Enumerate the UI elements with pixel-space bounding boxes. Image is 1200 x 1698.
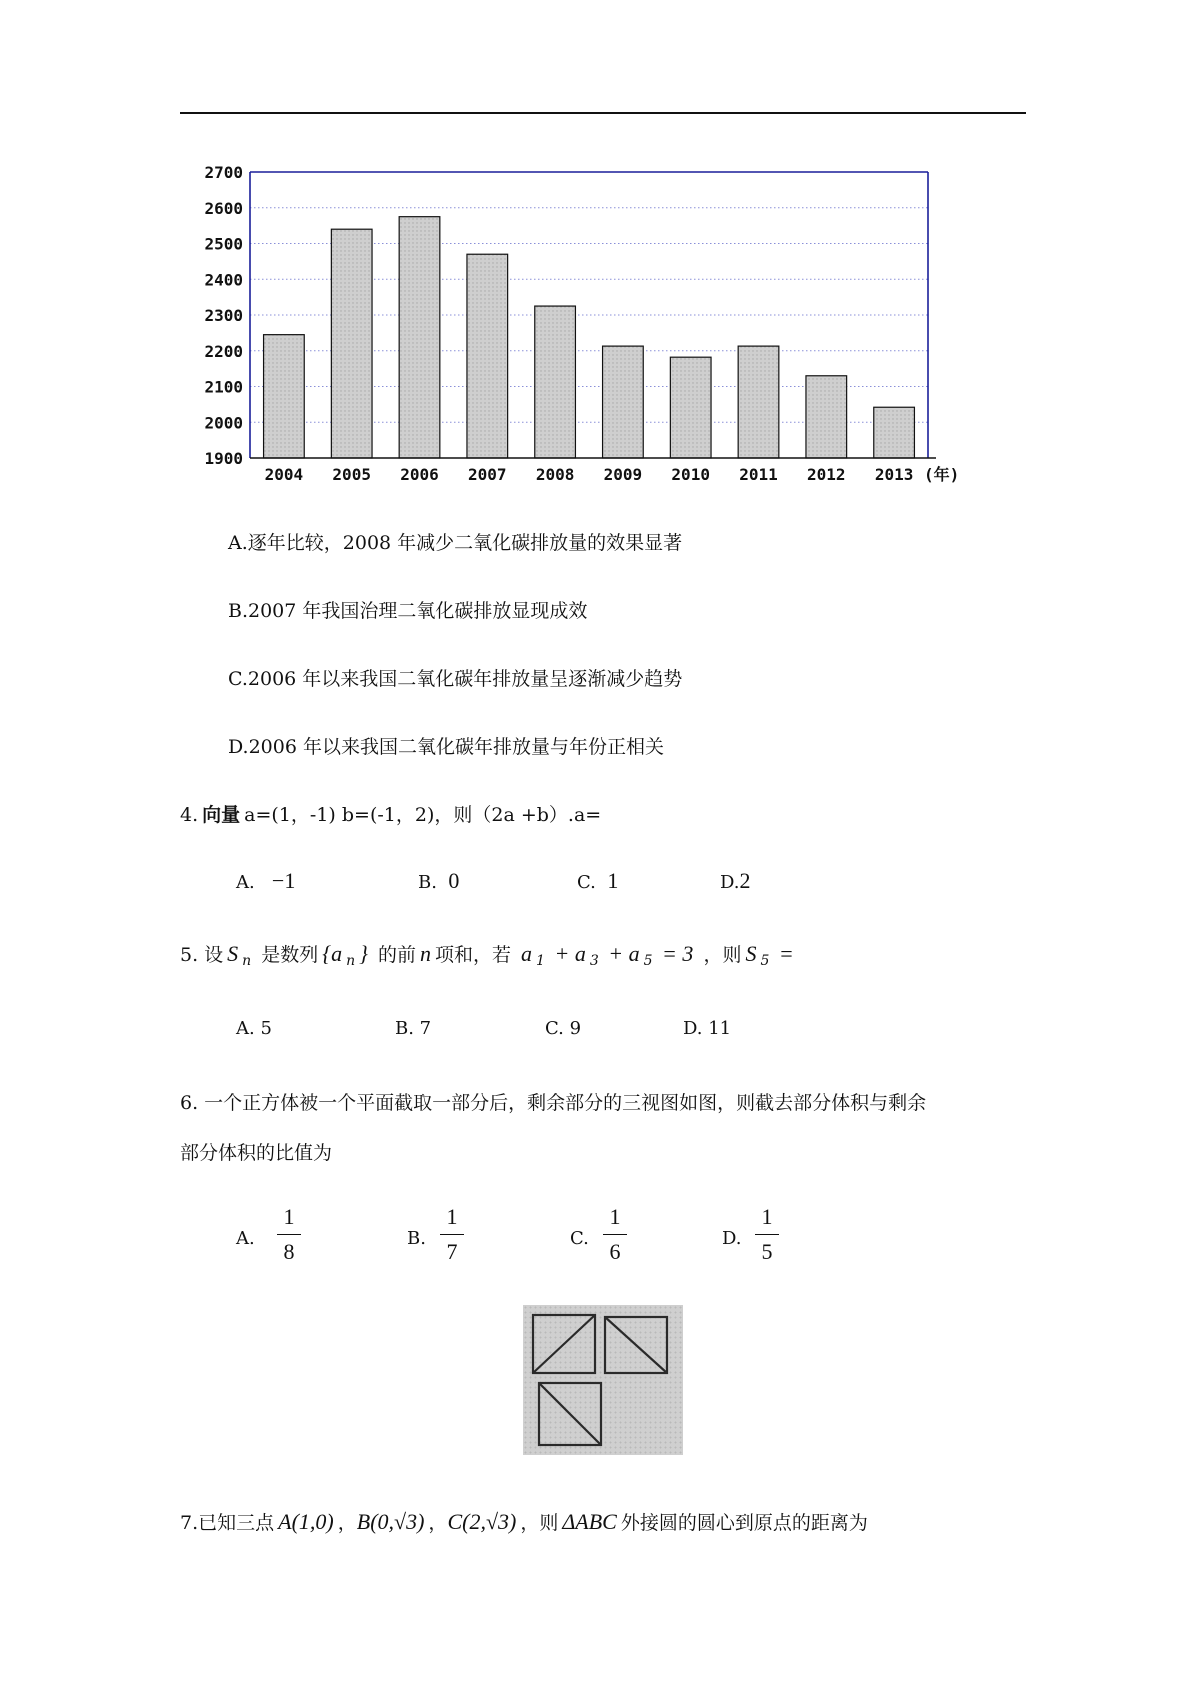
q6-fraction-a	[277, 1204, 301, 1265]
q5-a1: a	[521, 941, 533, 966]
y-tick-label-2300: 2300	[204, 306, 243, 325]
q5-sub-5: 5	[643, 953, 653, 969]
y-tick-label-2100: 2100	[204, 377, 243, 397]
q6-label-d: D.	[722, 1228, 742, 1249]
q7-point-c: C(2,√3)	[447, 1509, 517, 1534]
q6-fraction-d	[755, 1204, 779, 1265]
bar-2013	[874, 407, 915, 458]
y-tick-label-1900: 1900	[204, 449, 243, 468]
q3-option-a: A.逐年比较，2008 年减少二氧化碳排放量的效果显著	[228, 532, 683, 554]
q5-option-b: B. 7	[395, 1018, 432, 1039]
x-tick-label-2012: 2012	[807, 465, 846, 484]
q4-bold-word: 向量	[202, 804, 241, 826]
q5-option-d: D. 11	[683, 1018, 732, 1039]
q7-tail: 外接圆的圆心到原点的距离为	[620, 1512, 868, 1534]
q3-option-d: D.2006 年以来我国二氧化碳年排放量与年份正相关	[228, 736, 664, 758]
q4-value-a: −1	[271, 868, 296, 893]
q7-post: ，则	[520, 1512, 559, 1534]
q5-eq-end: =	[773, 941, 794, 966]
q6-num-b: 1	[446, 1204, 458, 1229]
q4-text: a=(1，-1) b=(-1，2)，则（2a +b）.a=	[244, 804, 602, 826]
q5-pre: 5. 设	[180, 944, 224, 966]
y-tick-label-2200: 2200	[204, 341, 243, 361]
y-tick-label-2500: 2500	[204, 234, 243, 254]
q6-label-c: C.	[570, 1228, 589, 1249]
q6-den-b: 7	[446, 1239, 458, 1264]
bar-2012	[806, 376, 847, 458]
q6-den-a: 8	[283, 1239, 295, 1264]
bar-2005	[331, 229, 372, 458]
q5-sub-3: 3	[589, 953, 599, 969]
bar-2007	[467, 254, 508, 458]
q6-den-d: 5	[761, 1239, 773, 1264]
header-rule	[180, 112, 1026, 114]
bar-2009	[603, 346, 644, 458]
q6-num-d: 1	[761, 1204, 773, 1229]
y-tick-label-2600: 2600	[204, 198, 243, 218]
q5-seq: {a	[322, 941, 343, 966]
q4-label-c: C.	[577, 872, 596, 893]
bar-2006	[399, 217, 440, 458]
side-view-diagonal	[605, 1317, 667, 1373]
three-view-figure	[523, 1305, 683, 1455]
q4-option-b	[418, 868, 459, 894]
q6-fraction-b	[440, 1204, 464, 1265]
q4-value-c: 1	[607, 868, 619, 893]
q5-sub-1: 1	[536, 953, 545, 969]
q6-line-2: 部分体积的比值为	[180, 1142, 333, 1164]
q6-label-b: B.	[407, 1228, 426, 1249]
x-tick-label-2011: 2011	[739, 465, 778, 484]
bar-2011	[738, 346, 779, 458]
q5-a3: + a	[548, 941, 586, 966]
x-tick-label-2008: 2008	[535, 465, 575, 484]
q5-text-1: 是数列	[261, 944, 319, 966]
x-tick-label-2004: 2004	[264, 465, 304, 484]
q7-point-a: A(1,0)	[278, 1509, 334, 1534]
y-tick-label-2700: 2700	[204, 163, 243, 182]
q6-num-a: 1	[283, 1204, 295, 1229]
q5-sub-five: 5	[760, 953, 770, 969]
q5-sym-s: S	[227, 941, 239, 966]
y-tick-label-2000: 2000	[204, 413, 243, 433]
co2-bar-chart	[180, 150, 960, 490]
q4-value-b: 0	[448, 868, 460, 893]
q4-number: 4.	[180, 804, 199, 826]
q4-option-c	[577, 868, 618, 894]
q5-text-4: ，则	[703, 944, 742, 966]
q4-stem	[180, 800, 605, 827]
q6-fraction-c	[603, 1204, 627, 1265]
q7-pre: 7.已知三点	[180, 1512, 275, 1534]
y-tick-label-2400: 2400	[204, 270, 243, 290]
q5-option-a: A. 5	[236, 1018, 272, 1039]
q4-label-b: B.	[418, 872, 437, 893]
q6-line-1: 6. 一个正方体被一个平面截取一部分后，剩余部分的三视图如图，则截去部分体积与剩余	[180, 1092, 927, 1114]
q3-option-b: B.2007 年我国治理二氧化碳排放显现成效	[228, 600, 588, 622]
x-tick-label-2007: 2007	[468, 465, 507, 484]
bar-2008	[535, 306, 576, 458]
q5-stem	[180, 940, 798, 969]
q5-sub-n: n	[242, 953, 252, 969]
q5-sym-s5: S	[745, 941, 757, 966]
q4-label-a: A.	[236, 872, 255, 893]
x-tick-label-2005: 2005	[332, 465, 371, 484]
q5-option-c: C. 9	[545, 1018, 582, 1039]
q4-label-d: D.	[720, 872, 740, 893]
q3-option-c: C.2006 年以来我国二氧化碳年排放量呈逐渐减少趋势	[228, 668, 683, 690]
q5-seq-sub: n	[346, 953, 356, 969]
q5-eq3: = 3	[656, 941, 694, 966]
q4-value-d: 2	[739, 868, 751, 893]
q4-option-d	[720, 868, 751, 894]
x-tick-label-2010: 2010	[671, 465, 710, 484]
bar-2010	[670, 357, 711, 458]
q6-label-a: A.	[236, 1228, 255, 1249]
q6-num-c: 1	[609, 1204, 621, 1229]
x-tick-label-2006: 2006	[400, 465, 439, 484]
q6-den-c: 6	[609, 1239, 621, 1264]
q5-text-3: 项和，若	[434, 944, 511, 966]
q4-option-a	[236, 868, 295, 894]
top-view-diagonal	[539, 1383, 601, 1445]
q5-seq-end: }	[359, 941, 368, 966]
q7-stem: 7.已知三点 A(1,0) ，B(0,√3) ，C(2,√3) ，则 ΔABC 外接圆的圆心到原点的距离为	[180, 1509, 868, 1534]
q7-triangle: ΔABC	[562, 1509, 617, 1534]
bar-2004	[264, 335, 305, 458]
q5-text-2: 的前	[377, 944, 416, 966]
x-axis-unit: (年)	[924, 465, 960, 484]
x-tick-label-2013: 2013	[874, 465, 914, 484]
q7-point-b: B(0,√3)	[356, 1509, 425, 1534]
three-view-drawing	[523, 1305, 683, 1455]
q5-a5: + a	[602, 941, 640, 966]
front-view-diagonal	[533, 1315, 595, 1373]
x-tick-label-2009: 2009	[603, 465, 643, 484]
q5-sym-n: n	[419, 941, 431, 966]
